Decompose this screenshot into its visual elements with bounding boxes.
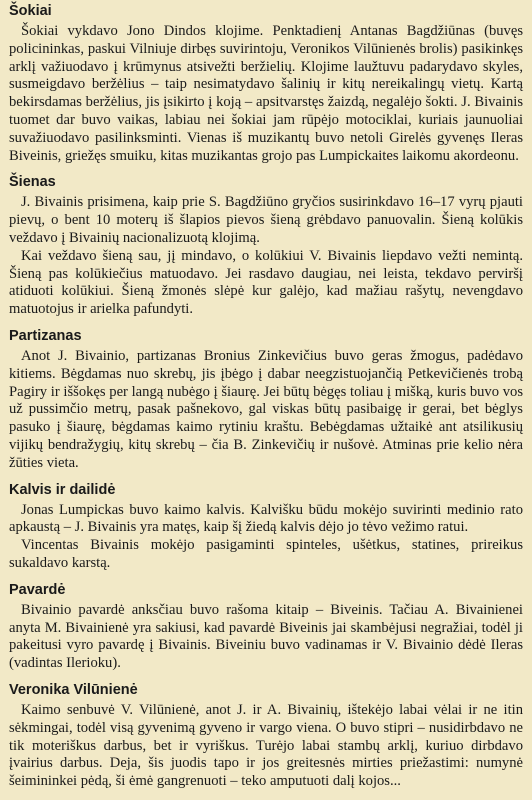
section-partizanas [9, 326, 523, 473]
paragraph: Bivainio pavardė anksčiau buvo rašoma kitaip – Biveinis. Tačiau A. Bivainienei anyta M. Bivainienė yra sakiusi, kad pavardė Biveinis jai skambėjusi negražiai, todėl ji pakeitusi vyro pavardę į Bivainis. Biveiniu buvo vadinamas ir V. Bivainio dėdė Ileras (vadintas Ilerioku). [9, 601, 523, 672]
paragraph: Jonas Lumpickas buvo kaimo kalvis. Kalvišku būdu mokėjo suvirinti medinio rato apkaustą – J. Bivainis yra matęs, kaip šį žiedą kalvis dėjo jo tėvo vežimo ratui. [9, 501, 523, 536]
section-title: Partizanas [9, 327, 82, 344]
paragraph: Anot J. Bivainio, partizanas Bronius Zinkevičius buvo geras žmogus, padėdavo kitiems. Bėgdamas nuo skrebų, jis įbėgo į dabar neegzistuojančią Petkevičienės trobą Pagiry ir iššokęs per langą nubėgo į šiaurę. Jei būtų bėgęs toliau į mišką, kuris buvo vos už pussimčio metrų, pasak pašnekovo, gal viskas būtų pasibaigę ir gerai, bet bėglys pasuko į šiaurę, bėgdamas kaimo rytiniu kraštu. Bebėgdamas užtaikė ant atsilikusių vijikų bendražygių, kitų skrebų – čia B. Zinkevičių ir nušovė. Atminas prie kelio nėra žūties vieta. [9, 347, 523, 471]
paragraph: J. Bivainis prisimena, kaip prie S. Bagdžiūno gryčios susirinkdavo 16–17 vyrų pjauti pievų, o bent 10 moterų iš šlapios pievos šieną grėbdavo panuovalin. Šieną kolūkis veždavo į Bivainių nacionalizuotą klojimą. [9, 194, 523, 246]
paragraph: Šokiai vykdavo Jono Dindos klojime. Penktadienį Antanas Bagdžiūnas (buvęs policininkas, paskui Vilniuje dirbęs suvirintoju, Veronikos Vilūnienės brolis) pasikinkęs arklį važiuodavo į krūmynus atsivežti beržielių. Klojime laužtuvu padarydavo skyles, susmeigdavo beržėlius – taip nesimatydavo šalinių ir kitų nereikalingų vietų. Kartą bekirsdamas beržėlius, jis įsikirto į koją – apsitvarstęs žaizdą, negalėjo šokti. J. Bivainis tuomet dar buvo vaikas, labiau nei šokiai jam rūpėjo motociklai, kuriais jaunuoliai suvažiuodavo pasilinksminti. Vienas iš muzikantų buvo netoli Girelės gyvenęs Ileras Biveinis, griežęs smuiku, kitas muzikantas grojo pas Lumpickaites laikomu akordeonu. [9, 23, 523, 164]
section-title: Šienas [9, 174, 56, 191]
paragraph: Vincentas Bivainis mokėjo pasigaminti spinteles, ušėtkus, statines, prireikus sukaldavo karstą. [9, 537, 523, 571]
section-pavarde [9, 580, 523, 673]
section-title: Šokiai [9, 3, 52, 19]
section-title: Kalvis ir dailidė [9, 481, 116, 498]
section-veronika-viluniene [9, 680, 523, 791]
section-title: Veronika Vilūnienė [9, 681, 138, 698]
paragraph: Kai veždavo šieną sau, jį mindavo, o kolūkiui V. Bivainis liepdavo vežti nemintą. Šieną pas kolūkiečius matuodavo. Jei rasdavo daugiau, nei leista, tekdavo perviršį atiduoti kolūkiui. Šieną žmonės slėpė kur galėjo, kad mažiau rašytų, nevengdavo matuotojus ir arielka pafundyti. [9, 247, 523, 318]
section-kalvis-ir-dailide [9, 480, 523, 573]
section-title: Pavardė [9, 581, 66, 598]
section-sienas [9, 172, 523, 319]
section-sokiai [9, 1, 523, 165]
paragraph: Kaimo senbuvė V. Vilūnienė, anot J. ir A. Bivainių, ištekėjo labai vėlai ir ne itin sėkmingai, todėl visą gyvenimą gyveno ir vargo viena. O buvo stipri – nusidirbdavo ne tik moteriškus darbus, bet ir vyriškus. Turėjo labai stambų arklį, kuriuo dirbdavo įvairius darbus. Deja, šis juodis tapo ir jos greitesnės mirties priežastimi: numynė šeimininkei pėdą, ši ėmė gangrenuoti – teko amputuoti dalį kojos... [9, 701, 523, 790]
